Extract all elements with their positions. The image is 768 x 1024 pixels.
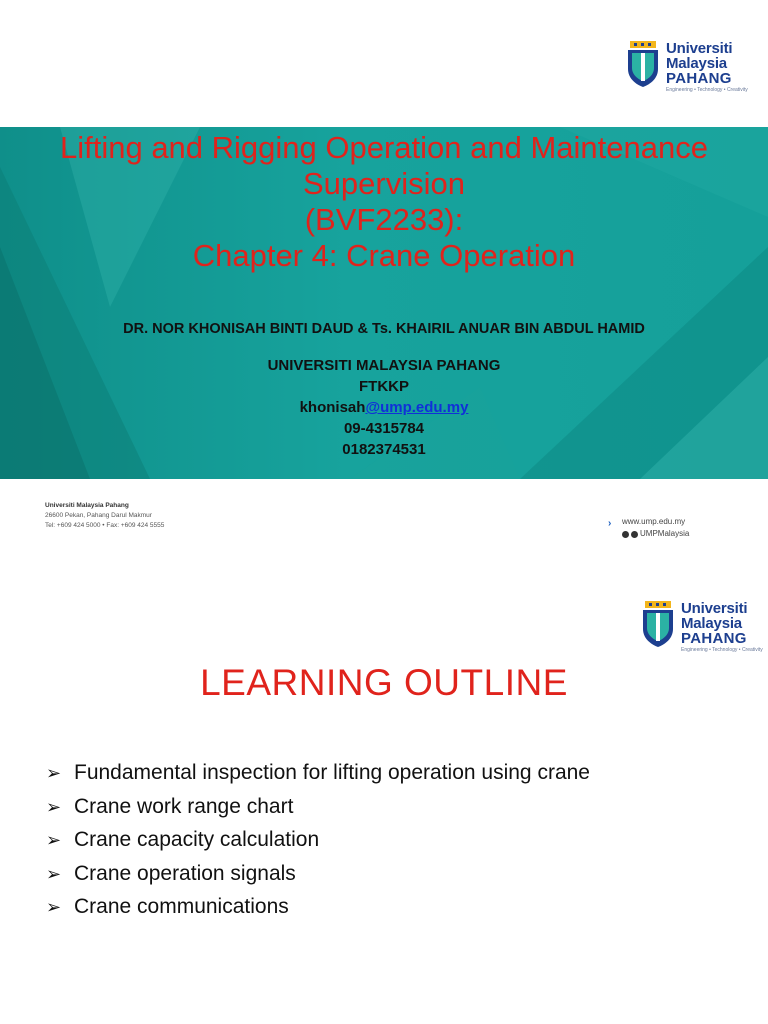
email (0, 397, 768, 418)
outline-list (46, 756, 590, 924)
outline-title: LEARNING OUTLINE (200, 662, 568, 703)
social-label: UMPMalaysia (640, 529, 690, 538)
list-item-text: Crane work range chart (74, 794, 294, 818)
list-item (46, 823, 590, 857)
logo-tagline: Engineering • Technology • Creativity (666, 87, 748, 93)
outline-slide (0, 580, 768, 1024)
contact-line: Tel: +609 424 5000 • Fax: +609 424 5555 (45, 522, 165, 529)
contact-info (0, 355, 768, 460)
authors: DR. NOR KHONISAH BINTI DAUD & Ts. KHAIRIL ANUAR BIN ABDUL HAMID (123, 321, 645, 337)
ump-logo (641, 601, 763, 653)
list-item-text: Crane capacity calculation (74, 828, 320, 851)
arrow-bullet-icon: ➢ (46, 863, 62, 884)
title-line-4: Chapter 4: Crane Operation (192, 238, 576, 273)
social-handle (622, 528, 689, 540)
list-item-text: Crane communications (74, 895, 289, 918)
logo-line-3: PAHANG (666, 70, 732, 87)
list-item-text: Fundamental inspection for lifting operation using crane (74, 761, 590, 784)
title-line-2: Supervision (303, 166, 465, 201)
arrow-bullet-icon: ➢ (46, 830, 62, 850)
arrow-bullet-icon: ➢ (46, 796, 62, 817)
institution: UNIVERSITI MALAYSIA PAHANG (267, 357, 501, 374)
arrow-bullet-icon: ➢ (46, 897, 62, 917)
title-line-1: Lifting and Rigging Operation and Maintenance (59, 130, 708, 165)
email-user: khonisah (299, 399, 366, 416)
list-item (46, 756, 590, 790)
ump-logo (626, 41, 748, 93)
slide-title (0, 130, 768, 274)
phone-mobile: 0182374531 (342, 441, 426, 458)
list-item (46, 790, 590, 824)
website-link[interactable]: www.ump.edu.my (622, 517, 686, 526)
faculty: FTKKP (359, 378, 409, 395)
logo-line-1: Universiti (666, 40, 733, 57)
footer-web (608, 516, 690, 540)
logo-line-1: Universiti (681, 600, 748, 617)
logo-tagline: Engineering • Technology • Creativity (681, 647, 763, 653)
facebook-icon (622, 531, 629, 538)
arrow-bullet-icon: ➢ (46, 763, 62, 783)
ump-shield-icon (626, 41, 660, 87)
instagram-icon (631, 531, 638, 538)
logo-line-2: Malaysia (666, 55, 727, 72)
title-banner (0, 127, 768, 479)
address-name: Universiti Malaysia Pahang (45, 502, 129, 509)
footer-address (45, 501, 164, 531)
title-line-3: (BVF2233): (304, 202, 464, 237)
list-item (46, 890, 590, 924)
list-item-text: Crane operation signals (74, 861, 296, 885)
logo-line-3: PAHANG (681, 630, 747, 647)
list-item (46, 857, 590, 891)
phone-office: 09-4315784 (343, 420, 425, 437)
email-link[interactable]: @ump.edu.my (365, 399, 469, 416)
logo-line-2: Malaysia (681, 615, 742, 632)
chevron-right-icon: › (608, 518, 612, 529)
address-line: 26600 Pekan, Pahang Darul Makmur (45, 512, 152, 519)
ump-shield-icon (641, 601, 675, 647)
